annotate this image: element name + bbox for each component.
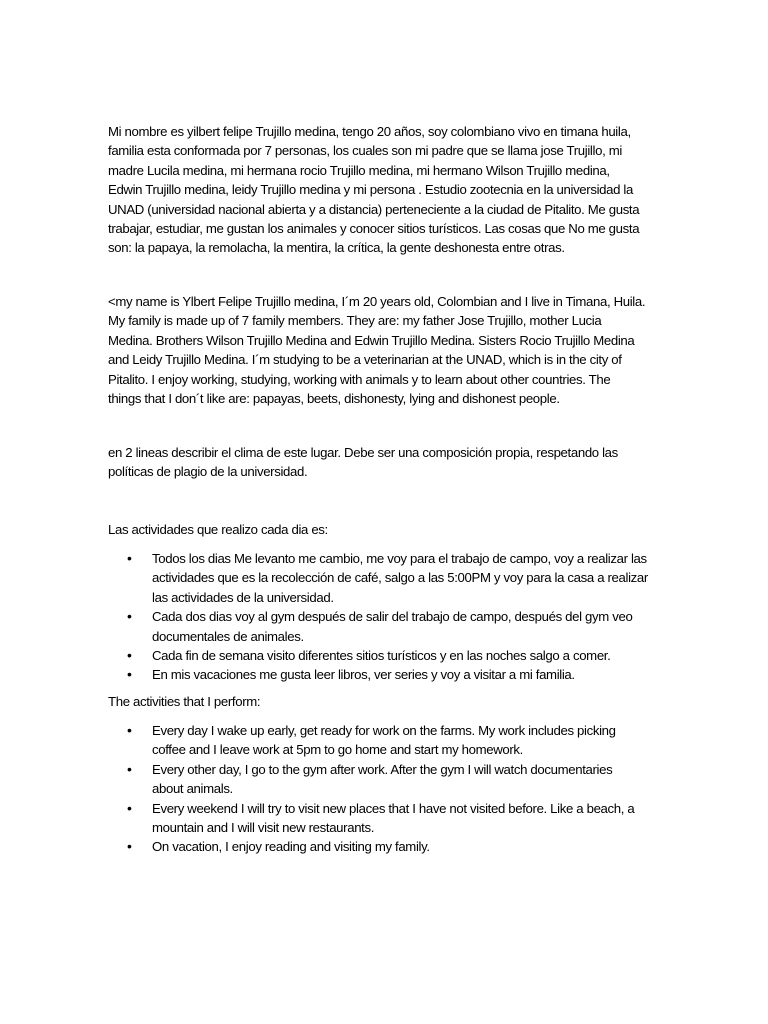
- list-item: • Every weekend I will try to visit new places that I have not visited before. Like a beach, a mountain and I will visit new restaurants.: [108, 799, 656, 838]
- list-item: • Every day I wake up early, get ready for work on the farms. My work includes picking coffee and I leave work at 5pm to go home and start my homework.: [108, 721, 656, 760]
- list-item: • Todos los dias Me levanto me cambio, me voy para el trabajo de campo, voy a realizar las actividades que es la recolección de café, salgo a las 5:00PM y voy para la casa a realizar las actividades de la universidad.: [108, 549, 656, 607]
- list-item: • On vacation, I enjoy reading and visiting my family.: [108, 837, 656, 856]
- activities-heading-spanish: Las actividades que realizo cada dia es:: [108, 522, 328, 537]
- list-item: • Cada fin de semana visito diferentes sitios turísticos y en las noches salgo a comer.: [108, 646, 656, 665]
- instruction-paragraph: en 2 lineas describir el clima de este lugar. Debe ser una composición propia, respetando las políticas de plagio de la universidad.: [108, 445, 618, 480]
- activities-heading-english: The activities that I perform:: [108, 694, 261, 709]
- activities-list-english: [108, 721, 656, 857]
- list-item: • Cada dos dias voy al gym después de salir del trabajo de campo, después del gym veo documentales de animales.: [108, 607, 656, 646]
- list-item: • Every other day, I go to the gym after work. After the gym I will watch documentaries about animals.: [108, 760, 656, 799]
- list-item: • En mis vacaciones me gusta leer libros, ver series y voy a visitar a mi familia.: [108, 665, 656, 684]
- paragraph-spanish: Mi nombre es yilbert felipe Trujillo medina, tengo 20 años, soy colombiano vivo en timana huila, familia esta conformada por 7 personas, los cuales son mi padre que se llama jose Trujillo, mi madre Lucila medina, mi hermana rocio Trujillo medina, mi hermano Wilson Trujillo medina, Edwin Trujillo medina, leidy Trujillo medina y mi persona . Estudio zootecnia en la universidad la UNAD (universidad nacional abierta y a distancia) perteneciente a la ciudad de Pitalito. Me gusta trabajar, estudiar, me gustan los animales y conocer sitios turísticos. Las cosas que No me gusta son: la papaya, la remolacha, la mentira, la crítica, la gente deshonesta entre otras.: [108, 124, 640, 256]
- activities-list-spanish: [108, 549, 656, 685]
- paragraph-english: <my name is Ylbert Felipe Trujillo medina, I´m 20 years old, Colombian and I live in Timana, Huila. My family is made up of 7 family members. They are: my father Jose Trujillo, mother Lucia Medina. Brothers Wilson Trujillo Medina and Edwin Trujillo Medina. Sisters Rocio Trujillo Medina and Leidy Trujillo Medina. I´m studying to be a veterinarian at the UNAD, which is in the city of Pitalito. I enjoy working, studying, working with animals y to learn about other countries. The things that I don´t like are: papayas, beets, dishonesty, lying and dishonest people.: [108, 294, 646, 407]
